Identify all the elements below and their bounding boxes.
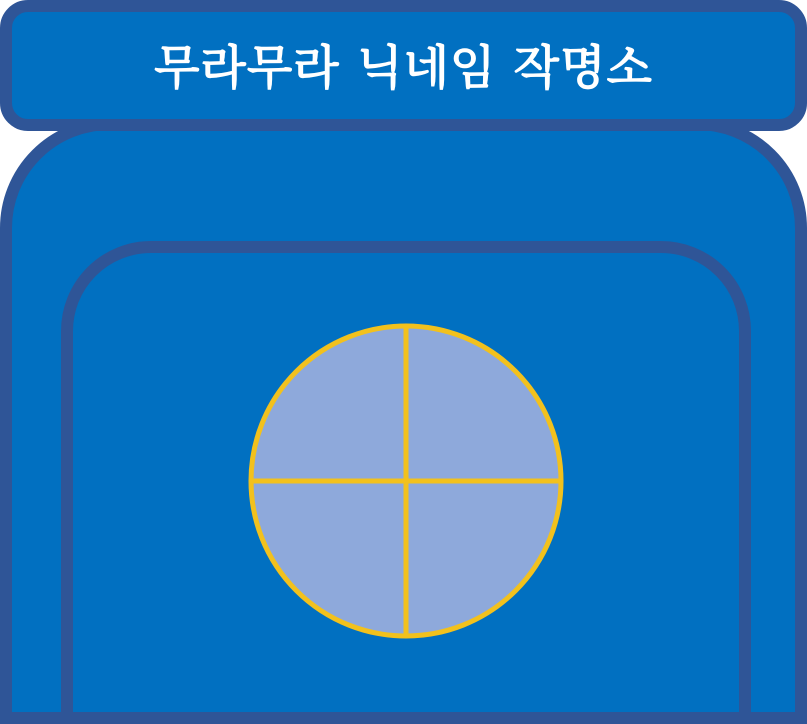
shop-signboard (0, 0, 807, 131)
floor-line (0, 712, 807, 724)
round-window-icon (245, 320, 567, 642)
page-title: 무라무라 닉네임 작명소 (154, 41, 653, 96)
